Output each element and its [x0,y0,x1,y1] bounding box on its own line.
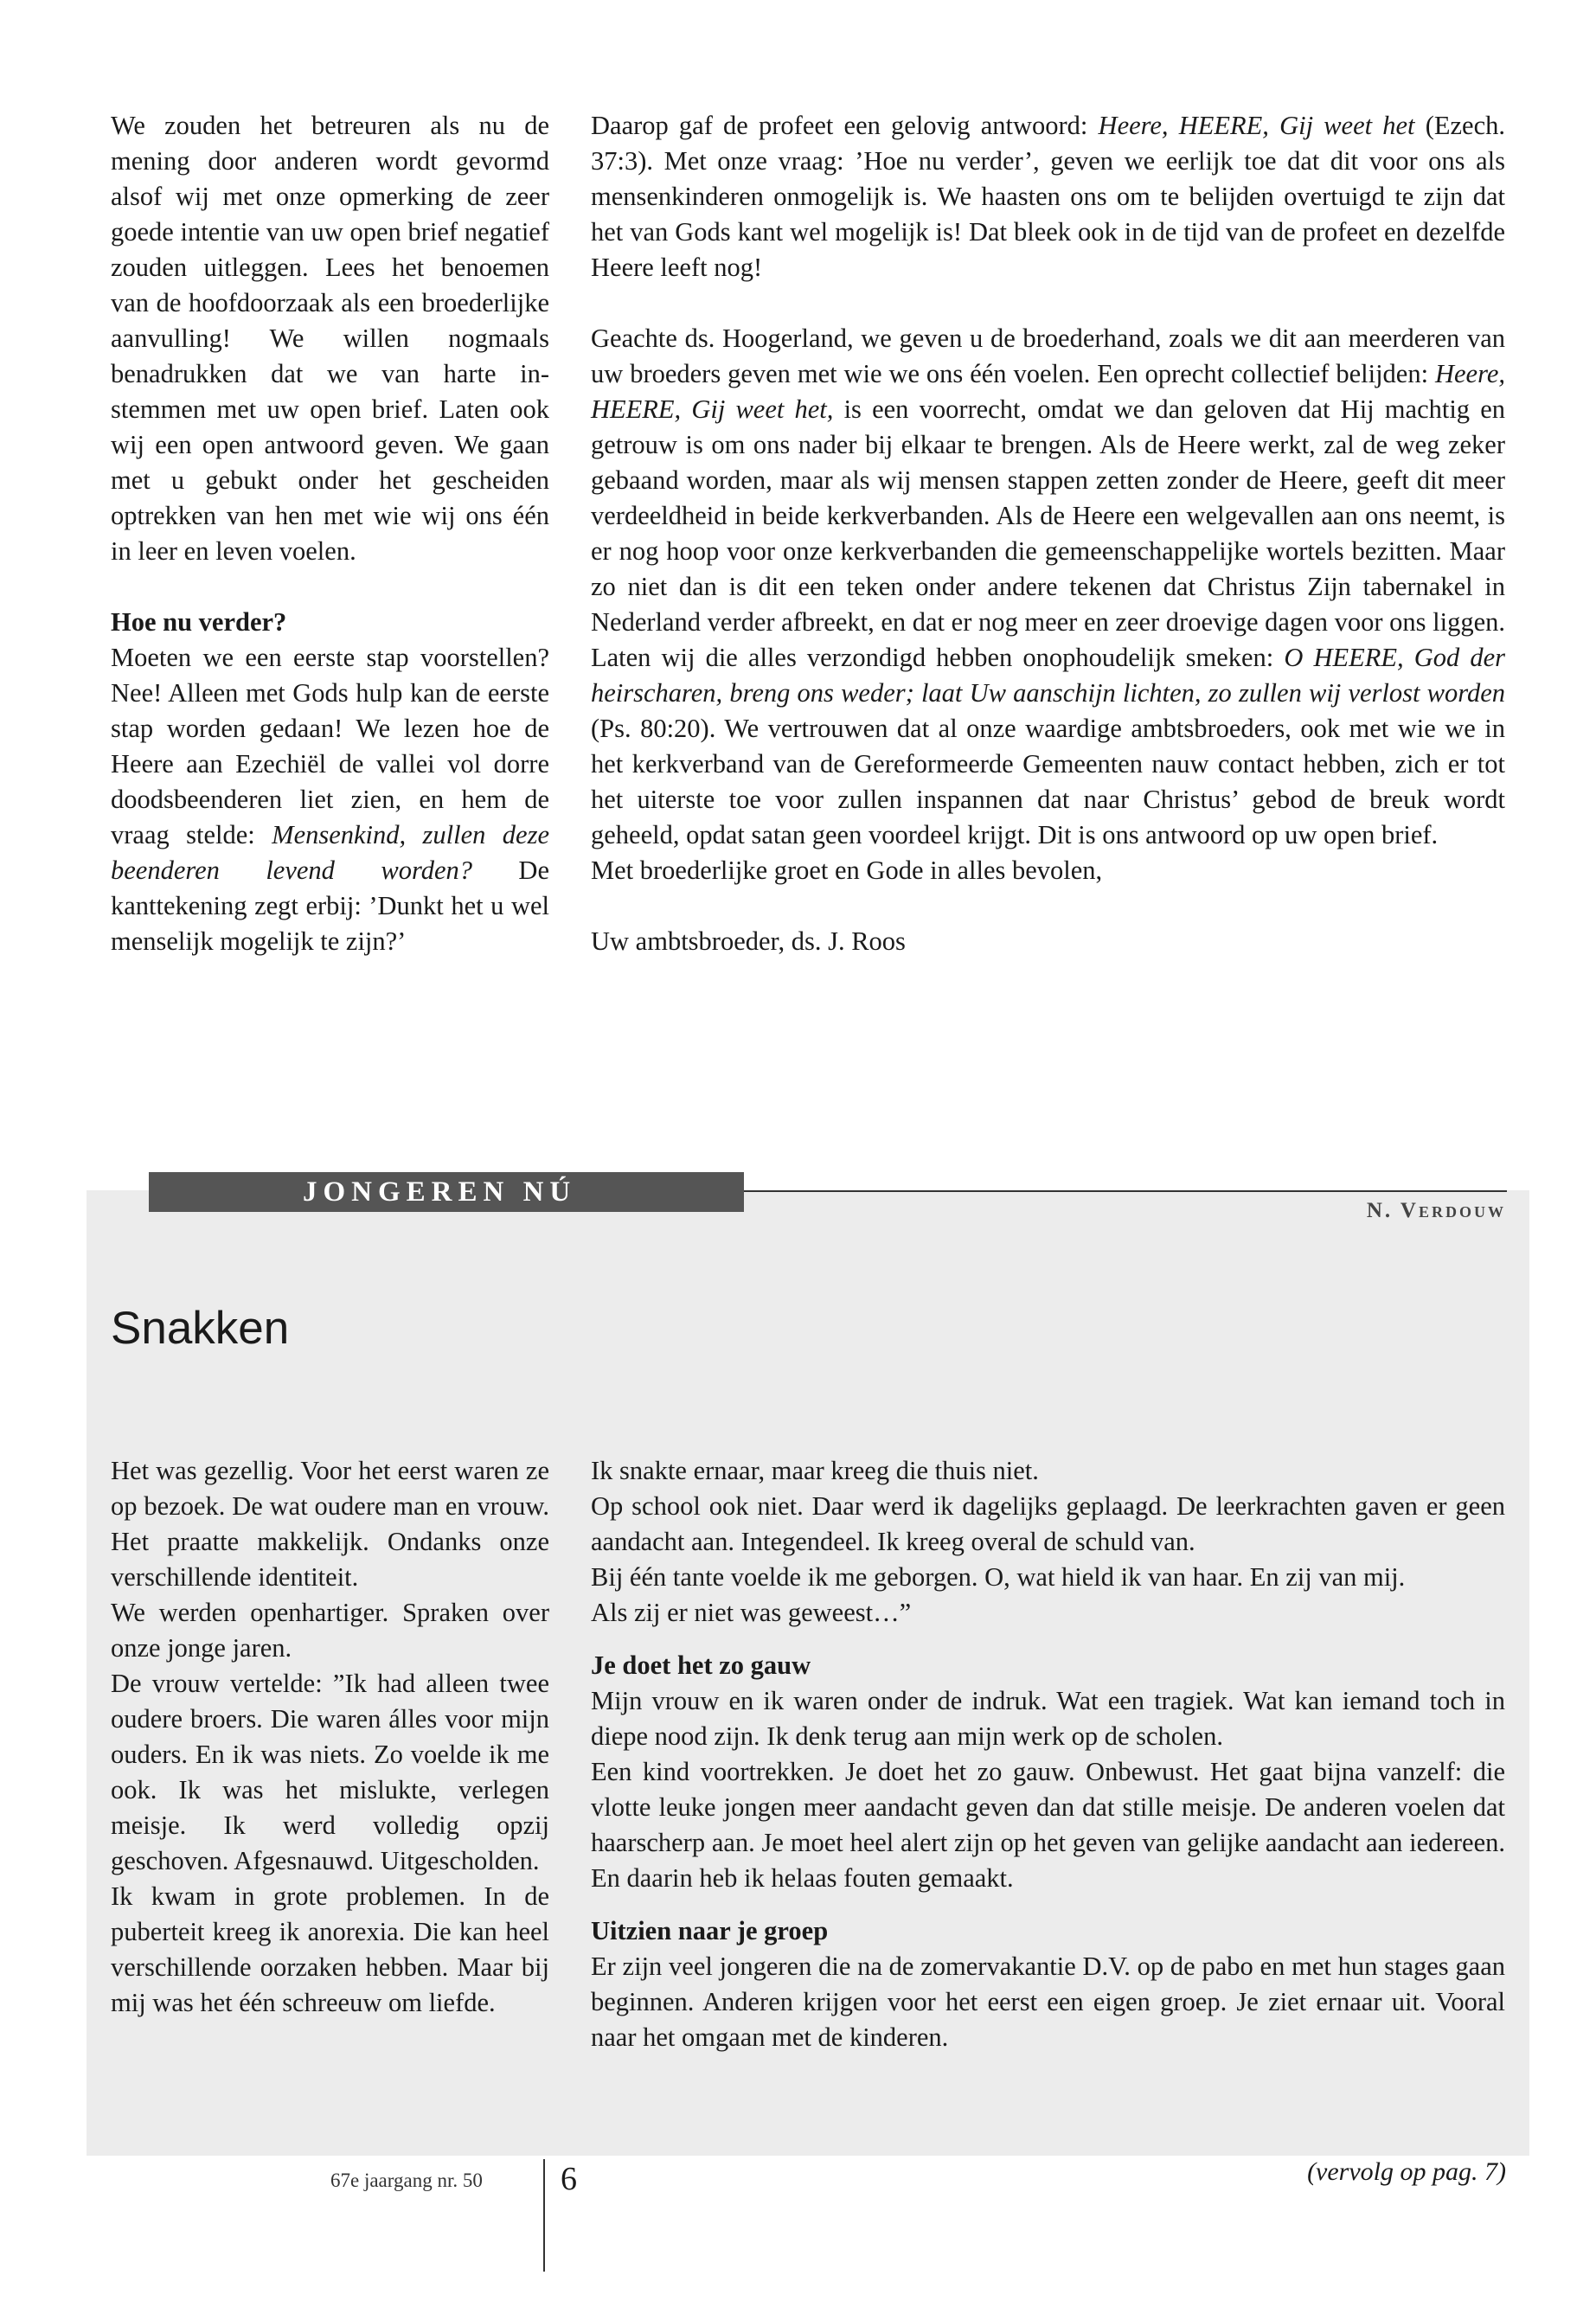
letter-closing: Met broederlijke groet en Gode in alles bevolen, [591,856,1103,885]
article-paragraph: De vrouw vertelde: ”Ik had alleen twee oudere broers. Die waren álles voor mijn ouders. En ik was niets. Zo voelde ik me ook. Ik was het mislukte, verlegen meisje. Ik werd volledig opzij geschoven. Afgesnauwd. Uitgescholden. [111,1669,549,1875]
letter-right-column [591,108,1505,959]
article-title: Snakken [111,1303,290,1354]
article-paragraph: Op school ook niet. Daar werd ik dagelijks geplaagd. De leerkrachten gaven er geen aandacht aan. Integendeel. Ik kreeg overal de schuld van. [591,1491,1505,1556]
footer-divider [543,2159,545,2272]
letter-paragraph: We zouden het betreuren als nu de mening door anderen wordt gevormd alsof wij met onze opmerking de zeer goede intentie van uw open brief negatief zouden uitleggen. Lees het benoemen van de hoofdoorzaak als een broederlijke aanvulling! We willen nogmaals benadrukken dat we van harte instemmen met uw open brief. Laten ook wij een open antwoord geven. We gaan met u gebukt onder het gescheiden optrekken van hen met wie wij ons één in leer en leven voelen. [111,111,549,566]
article-paragraph: Er zijn veel jongeren die na de zomervakantie D.V. op de pabo en met hun stages gaan beginnen. Anderen krijgen voor het eerst een eigen groep. Je ziet ernaar uit. Vooral naar het omgaan met de kinderen. [591,1952,1505,2052]
text-run: Moeten we een eerste stap voorstellen? Nee! Alleen met Gods hulp kan de eerste stap worden gedaan! We lezen hoe de Heere aan Ezechiël de vallei vol dorre doodsbeenderen liet zien, en hem de vraag stelde: [111,643,549,849]
letter-subheading: Hoe nu verder? [111,607,287,637]
letter-left-column [111,108,549,959]
section-header-rule [744,1190,1507,1192]
article-paragraph: Ik kwam in grote problemen. In de puberteit kreeg ik anorexia. Die kan heel verschillende oorzaken hebben. Maar bij mij was het één schreeuw om liefde. [111,1881,549,2017]
article-paragraph: Het was gezellig. Voor het eerst waren ze op bezoek. De wat oudere man en vrouw. Het praatte makkelijk. Ondanks onze verschillende identiteit. [111,1456,549,1592]
letter-paragraph [591,321,1505,853]
article-paragraph: Als zij er niet was geweest…” [591,1598,912,1627]
article-paragraph: Ik snakte ernaar, maar kreeg die thuis niet. [591,1456,1039,1485]
text-run: Daarop gaf de profeet een gelovig antwoord: [591,111,1099,140]
footer-volume: 67e jaargang nr. 50 [330,2170,483,2191]
article-paragraph: Een kind voortrekken. Je doet het zo gauw. Onbewust. Het gaat bijna vanzelf: die vlotte leuke jongen meer aandacht geven dan dat stille meisje. De anderen voelen dat haarscherp aan. Je moet heel alert zijn op het geven van gelijke aandacht aan iedereen. En daarin heb ik helaas fouten gemaakt. [591,1757,1505,1893]
article-subheading: Je doet het zo gauw [591,1650,811,1680]
letter-paragraph [111,640,549,959]
text-run: is een voorrecht, omdat we dan geloven dat Hij machtig en getrouw is om ons nader bij elkaar te brengen. Als de Heere werkt, zal de weg zeker gebaand worden, maar als wij mensen stappen zetten zonder de Heere, geeft dit meer verdeeldheid in beide kerkverbanden. Als de Heere een welgevallen aan ons neemt, is er nog hoop voor onze kerkverbanden die gemeenschappelijke wortels bezitten. Maar zo niet dan is dit een teken onder andere tekenen dat Christus Zijn tabernakel in Nederland verder afbreekt, en dat er nog meer en zeer droevige dagen voor ons liggen. Laten wij die alles verzondigd hebben onophoudelijk smeken: [591,394,1505,672]
letter-paragraph [591,108,1505,285]
bible-quote: Mensenkind, zullen deze beenderen levend worden? [111,820,549,885]
text-run: (Ps. 80:20). We vertrouwen dat al onze waardige ambtsbroeders, ook met wie we in het kerkverband van de Gereformeerde Gemeenten nauw contact hebben, zich er tot het uiterste toe voor zullen inspannen dat naar Christus’ gebod de breuk wordt geheeld, opdat satan geen voordeel krijgt. Dit is ons antwoord op uw open brief. [591,714,1505,849]
article-left-column [111,1453,549,2021]
article-paragraph: We werden openhartiger. Spraken over onze jonge jaren. [111,1598,549,1663]
section-label: JONGEREN NÚ [149,1172,744,1212]
article-right-column [591,1453,1505,2055]
bible-quote: O HEERE, God der heirscharen, breng ons weder; laat Uw aanschijn lichten, zo zullen wij verlost worden [591,643,1505,708]
continuation-note: (vervolg op pag. 7) [1307,2157,1506,2186]
article-paragraph: Bij één tante voelde ik me geborgen. O, wat hield ik van haar. En zij van mij. [591,1562,1406,1592]
text-run: Geachte ds. Hoogerland, we geven u de broederhand, zoals we dit aan meerderen van uw broeders geven met wie we ons één voelen. Een oprecht collectief belijden: [591,324,1505,388]
bible-quote: Heere, HEERE, Gij weet het [1098,111,1415,140]
text-run: (Ezech. 37:3). Met onze vraag: ’Hoe nu verder’, geven we eerlijk toe dat dit voor ons als mensenkinderen onmogelijk is. We haasten ons om te belijden overtuigd te zijn dat het van Gods kant wel mogelijk is! Dat bleek ook in de tijd van de profeet en dezelfde Heere leeft nog! [591,111,1505,282]
article-subheading: Uitzien naar je groep [591,1916,829,1945]
article-paragraph: Mijn vrouw en ik waren onder de indruk. Wat een tragiek. Wat kan iemand toch in diepe nood zijn. Ik denk terug aan mijn werk op de scholen. [591,1686,1505,1751]
section-author: N. Verdouw [1366,1199,1506,1222]
text-run: De kanttekening zegt erbij: ’Dunkt het u wel menselijk mogelijk te zijn?’ [111,856,549,956]
page-number: 6 [561,2161,577,2197]
bible-quote: Heere, HEERE, Gij weet het, [591,359,1505,424]
letter-signature: Uw ambtsbroeder, ds. J. Roos [591,926,906,956]
